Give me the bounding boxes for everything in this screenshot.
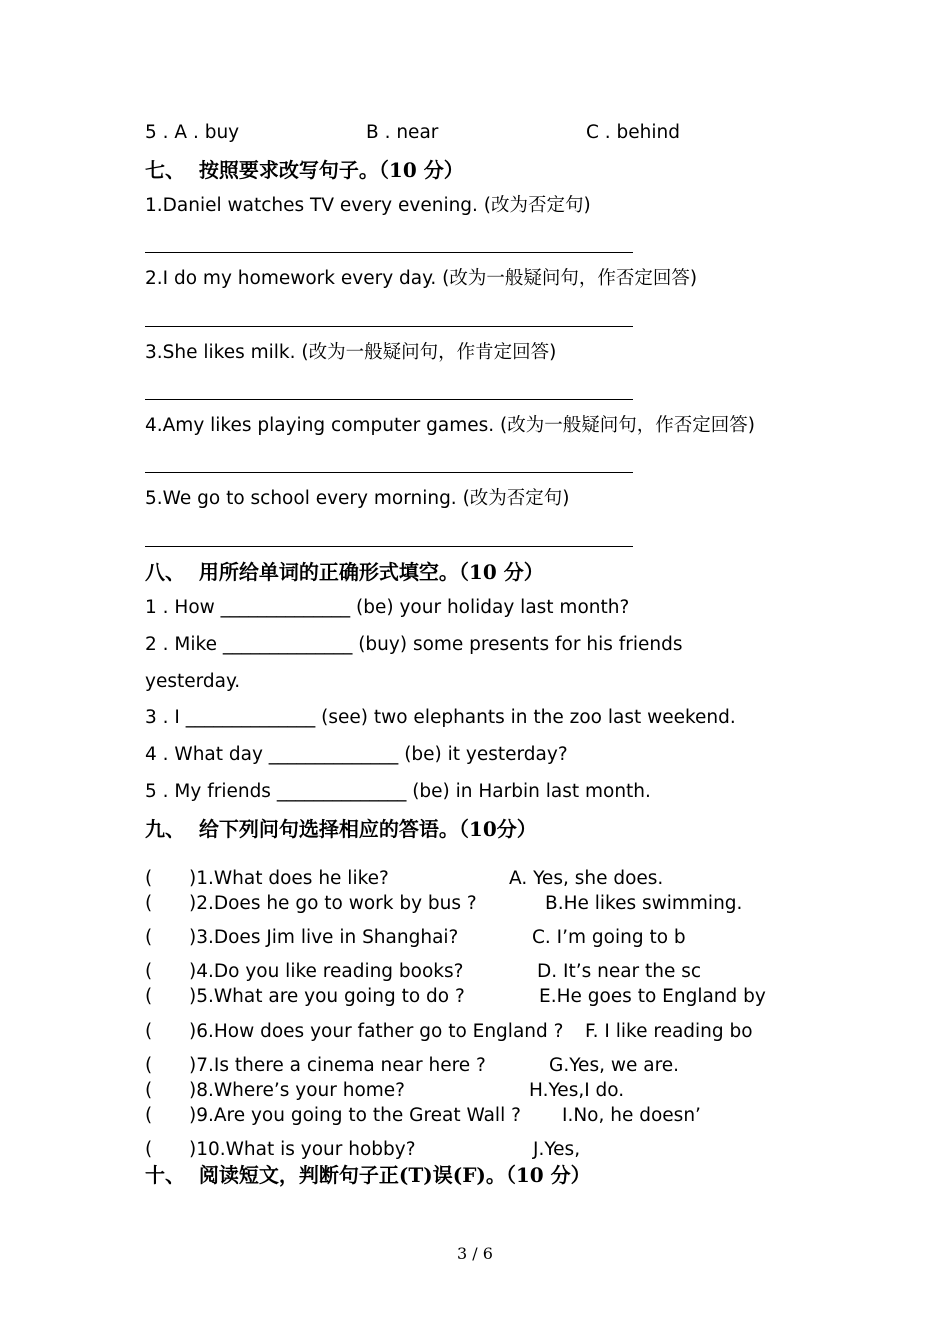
sec8-item-2: 2 . Mike ______________ (buy) some presents for his friends	[145, 634, 683, 655]
sec9-question-8: )8.Where’s your home?	[189, 1080, 405, 1101]
sec9-question-3: )3.Does Jim live in Shanghai?	[189, 927, 459, 948]
answer-line-4[interactable]	[145, 472, 633, 473]
section-10-title: 十、 阅读短文，判断句子正(T)误(F)。（10 分）	[145, 1163, 591, 1187]
sec9-paren: (	[145, 1021, 153, 1042]
sec9-answer-d: D. It’s near the sc	[537, 961, 702, 982]
sec9-question-1: )1.What does he like?	[189, 868, 389, 889]
page-number: 3 / 6	[457, 1244, 493, 1263]
sec7-item-3: 3.She likes milk. (改为一般疑问句，作肯定回答)	[145, 342, 557, 363]
section-9-title: 九、 给下列问句选择相应的答语。（10分）	[145, 817, 537, 841]
sec9-question-6: )6.How does your father go to England ?	[189, 1021, 564, 1042]
sec9-answer-f: F. I like reading bo	[585, 1021, 753, 1042]
answer-line-3[interactable]	[145, 399, 633, 400]
sec9-answer-a: A. Yes, she does.	[509, 868, 664, 889]
answer-line-1[interactable]	[145, 252, 633, 253]
sec8-item-2-continued: yesterday.	[145, 671, 241, 692]
sec9-answer-j: J.Yes,	[533, 1139, 581, 1160]
sec9-question-4: )4.Do you like reading books?	[189, 961, 464, 982]
sec9-question-10: )10.What is your hobby?	[189, 1139, 416, 1160]
sec9-paren: (	[145, 893, 153, 914]
sec8-item-5: 5 . My friends ______________ (be) in Harbin last month.	[145, 781, 651, 802]
sec9-answer-e: E.He goes to England by	[539, 986, 766, 1007]
q6-5-option-c: C . behind	[586, 122, 681, 143]
sec9-paren: (	[145, 1055, 153, 1076]
sec7-item-5: 5.We go to school every morning. (改为否定句)	[145, 488, 570, 509]
q6-5-number-option-a: 5 . A . buy	[145, 122, 240, 143]
sec9-answer-c: C. I’m going to b	[532, 927, 686, 948]
sec9-question-7: )7.Is there a cinema near here ?	[189, 1055, 486, 1076]
sec9-paren: (	[145, 961, 153, 982]
sec9-paren: (	[145, 1105, 153, 1126]
sec9-question-5: )5.What are you going to do ?	[189, 986, 465, 1007]
sec9-paren: (	[145, 1080, 153, 1101]
sec9-answer-h: H.Yes,I do.	[529, 1080, 625, 1101]
sec9-paren: (	[145, 986, 153, 1007]
sec9-answer-g: G.Yes, we are.	[549, 1055, 680, 1076]
sec8-item-4: 4 . What day ______________ (be) it yesterday?	[145, 744, 568, 765]
section-8-title: 八、 用所给单词的正确形式填空。（10 分）	[145, 560, 544, 584]
sec7-item-2: 2.I do my homework every day. (改为一般疑问句，作否定回答)	[145, 268, 698, 289]
sec9-paren: (	[145, 927, 153, 948]
sec9-answer-i: I.No, he doesn’	[562, 1105, 701, 1126]
sec9-answer-b: B.He likes swimming.	[545, 893, 743, 914]
sec8-item-3: 3 . I ______________ (see) two elephants in the zoo last weekend.	[145, 707, 736, 728]
sec8-item-1: 1 . How ______________ (be) your holiday last month?	[145, 597, 630, 618]
sec7-item-4: 4.Amy likes playing computer games. (改为一般疑问句，作否定回答)	[145, 415, 755, 436]
q6-5-option-b: B . near	[366, 122, 439, 143]
sec9-question-2: )2.Does he go to work by bus ?	[189, 893, 477, 914]
sec9-paren: (	[145, 1139, 153, 1160]
sec7-item-1: 1.Daniel watches TV every evening. (改为否定句)	[145, 195, 591, 216]
sec9-question-9: )9.Are you going to the Great Wall ?	[189, 1105, 521, 1126]
answer-line-2[interactable]	[145, 326, 633, 327]
section-7-title: 七、 按照要求改写句子。（10 分）	[145, 158, 464, 182]
sec9-paren: (	[145, 868, 153, 889]
answer-line-5[interactable]	[145, 546, 633, 547]
